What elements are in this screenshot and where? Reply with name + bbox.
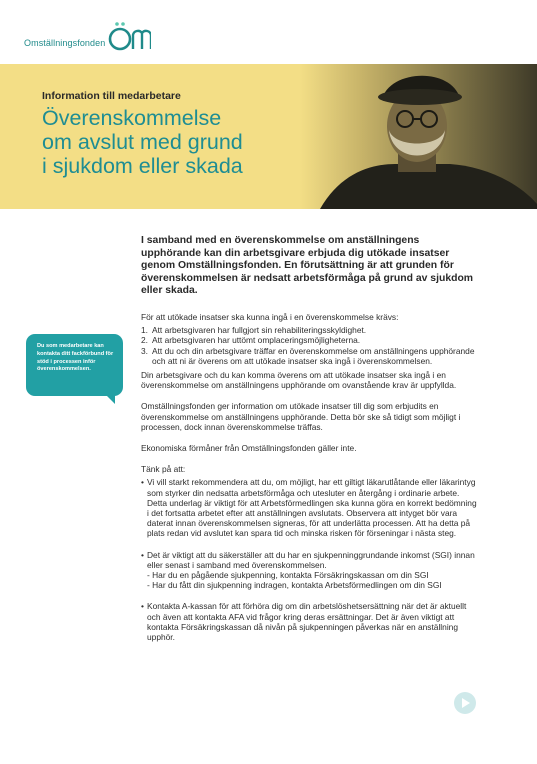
portrait-photo-icon: [300, 64, 537, 209]
agreement-paragraph: Din arbetsgivare och du kan komma överens om att utökade insatser ska ingå i en överenskommelse om anställningens upphörande om ovanstående krav är uppfyllda.: [141, 369, 457, 391]
logo-text: Omställningsfonden: [24, 38, 106, 48]
list-number: 2.: [141, 335, 148, 346]
requirements-intro: För att utökade insatser ska kunna ingå i en överenskommelse krävs:: [141, 311, 399, 322]
logo: [24, 20, 151, 52]
main-content: [141, 235, 477, 653]
omstallningsfonden-logo-icon: [107, 20, 151, 52]
list-item: [141, 325, 477, 335]
list-subitem: - Har du fått din sjukpenning indragen, kontakta Arbetsförmedlingen om din SGI: [147, 580, 442, 591]
lead-paragraph: I samband med en överenskommelse om anställningens upphörande kan din arbetsgivare erbjuda dig utökade insatser genom Omställningsfonden. En förutsättning är att grunden för överenskommelsen är nedsatt arbetsförmåga på grund av sjukdom eller skada.: [141, 235, 474, 297]
list-item: [141, 601, 477, 642]
hero-banner: [0, 64, 537, 209]
callout-tail: [103, 392, 115, 404]
page-title: [42, 106, 302, 178]
list-item: [141, 550, 477, 591]
banner-kicker: Information till medarbetare: [42, 90, 181, 102]
union-contact-callout: Du som medarbetare kan kontakta ditt fackförbund för stöd i processen inför överenskommelsen.: [26, 334, 123, 396]
list-item-text: • Det är viktigt att du säkerställer att du har en sjukpenninggrundande inkomst (SGI) innan eller senast i samband med överenskommelsen.: [147, 549, 475, 570]
list-item: [141, 346, 477, 366]
information-paragraph: Omställningsfonden ger information om utökade insatser till dig som erbjudits en överenskommelse om anställningens upphörande. Detta bör ske så tidigt som möjligt i processen, dock innan överenskommelse träffas.: [141, 401, 461, 432]
play-arrow-icon[interactable]: [454, 692, 476, 714]
list-subitem: - Har du en pågående sjukpenning, kontakta Försäkringskassan om din SGI: [147, 570, 429, 581]
list-item: [141, 477, 477, 538]
tips-heading: Tänk på att:: [141, 464, 186, 475]
title-line: i sjukdom eller skada: [42, 154, 243, 178]
list-number: 1.: [141, 325, 148, 336]
list-item-text: Vi vill starkt rekommendera att du, om möjligt, har ett giltigt läkarutlåtande eller läkarintyg som styrker din nedsatta arbetsförmåga och utesluter en återgång i ordinarie arbete. Detta underlag är viktigt för att Arbetsförmedlingen ska kunna göra en korrekt bedömning i det fortsatta arbetet efter att anställningen avslutats. Observera att intyget bör vara daterat innan överenskommelsen signeras, för att underlätta processen. Att ha detta på plats redan vid avslutet kan spara tid och minska risken för förseningar i nästa steg.: [147, 477, 477, 539]
list-item: [141, 335, 477, 345]
title-line: Överenskommelse: [42, 106, 222, 130]
list-item-text: Att arbetsgivaren har fullgjort sin rehabiliteringsskyldighet.: [152, 325, 367, 336]
benefits-paragraph: Ekonomiska förmåner från Omställningsfonden gäller inte.: [141, 443, 357, 453]
list-item-text: Kontakta A-kassan för att förhöra dig om din arbetslöshetsersättning när det är aktuellt och även att kontakta AFA vid frågor kring deras ersättningar. Det är även viktigt att kontakta Försäkringskassan då nivån på sjukpenningen påverkas när en anställning upphör.: [147, 601, 467, 643]
tips-list: [141, 477, 477, 642]
requirements-list: [141, 325, 477, 366]
list-item-text: Att arbetsgivaren har uttömt omplaceringsmöjligheterna.: [152, 335, 361, 346]
list-number: 3.: [141, 345, 148, 356]
list-item-text: Att du och din arbetsgivare träffar en överenskommelse om anställningens upphörande och att ni är överens om att utökade insatser ska ingå i överenskommelsen.: [152, 345, 475, 366]
title-line: om avslut med grund: [42, 130, 243, 154]
